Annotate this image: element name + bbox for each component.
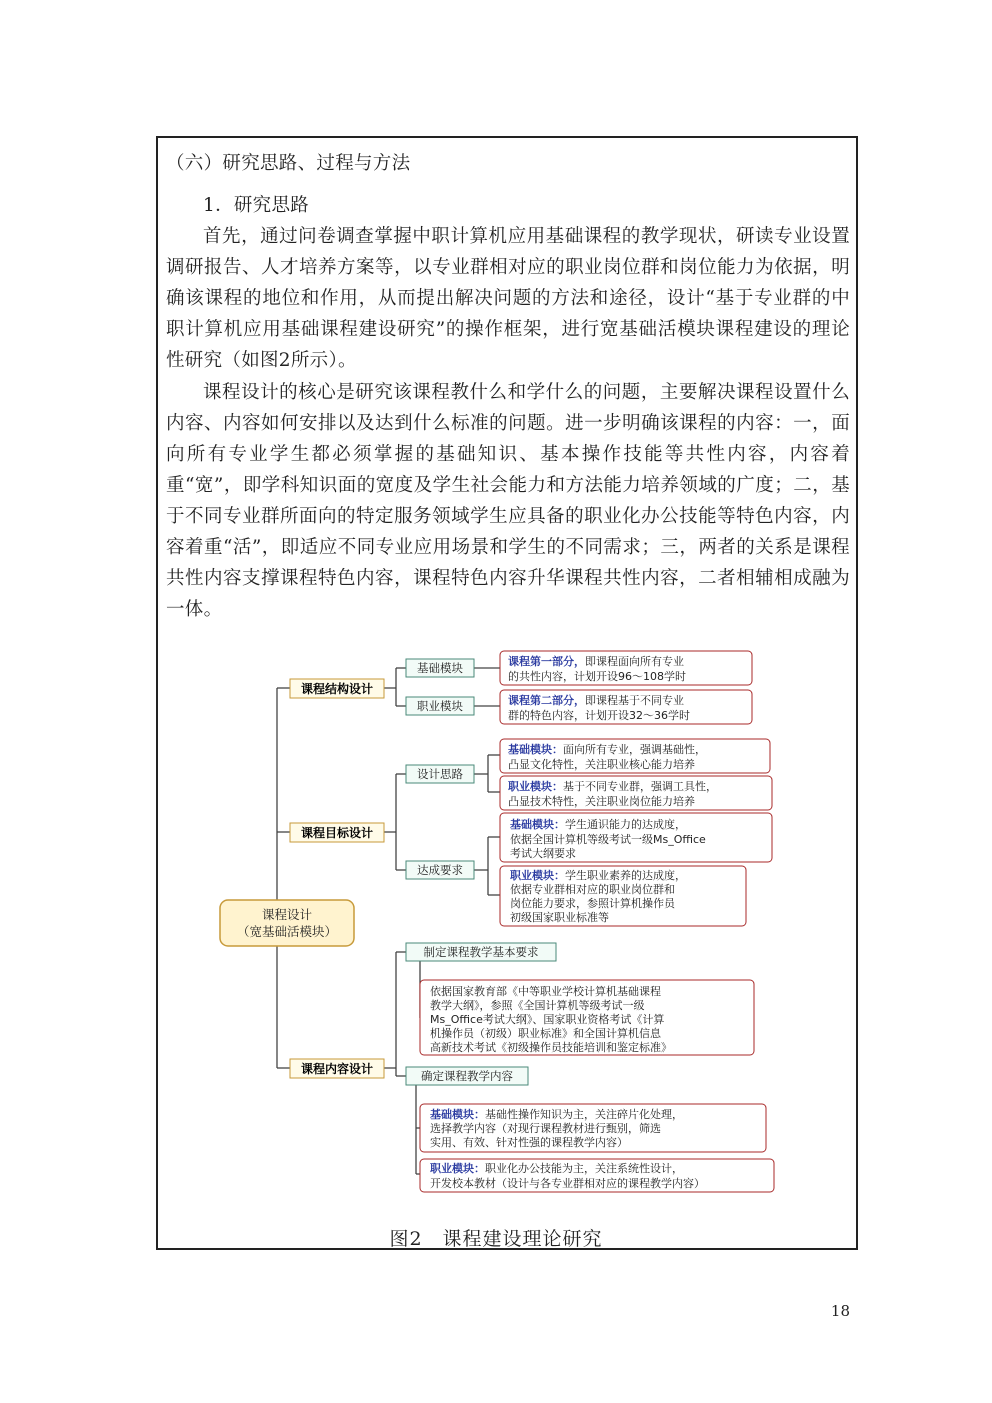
figure-caption: 图2 课程建设理论研究 [389,1228,603,1250]
teaching-req-label: 制定课程教学基本要求 [423,945,539,959]
svg-text:Ms_Office考试大纲》、国家职业资格考试《计算: Ms_Office考试大纲》、国家职业资格考试《计算 [430,1013,665,1026]
goal-label: 课程目标设计 [300,826,374,840]
subheading: 1．研究思路 [203,195,310,216]
root-node [220,900,354,946]
svg-text:高新技术考试《初级操作员技能培训和鉴定标准》: 高新技术考试《初级操作员技能培训和鉴定标准》 [430,1041,672,1054]
career-module-label: 职业模块 [417,699,463,713]
svg-text:凸显技术特性，关注职业岗位能力培养: 凸显技术特性，关注职业岗位能力培养 [508,795,695,808]
svg-text:职业模块：学生职业素养的达成度，: 职业模块：学生职业素养的达成度， [510,869,686,882]
svg-text:开发校本教材（设计与各专业群相对应的课程教学内容）: 开发校本教材（设计与各专业群相对应的课程教学内容） [430,1177,705,1190]
svg-text:基础模块：基础性操作知识为主，关注碎片化处理，: 基础模块：基础性操作知识为主，关注碎片化处理， [430,1108,683,1121]
svg-text:初级国家职业标准等: 初级国家职业标准等 [510,911,609,924]
svg-text:课程第一部分，即课程面向所有专业: 课程第一部分，即课程面向所有专业 [508,655,684,668]
svg-text:依据全国计算机等级考试一级Ms_Office: 依据全国计算机等级考试一级Ms_Office [510,833,706,846]
svg-text:群的特色内容，计划开设32～36学时: 群的特色内容，计划开设32～36学时 [508,709,690,722]
svg-text:实用、有效、针对性强的课程教学内容）: 实用、有效、针对性强的课程教学内容） [430,1136,628,1149]
content-career-box [420,1159,774,1192]
svg-text:凸显文化特性，关注职业核心能力培养: 凸显文化特性，关注职业核心能力培养 [508,758,695,771]
determine-content-label: 确定课程教学内容 [421,1069,513,1083]
svg-text:考试大纲要求: 考试大纲要求 [510,847,576,860]
requirements-label: 达成要求 [417,863,463,877]
svg-text:机操作员（初级）职业标准》和全国计算机信息: 机操作员（初级）职业标准》和全国计算机信息 [430,1027,661,1040]
svg-text:的共性内容，计划开设96～108学时: 的共性内容，计划开设96～108学时 [508,670,686,683]
paragraph-2: 课程设计的核心是研究该课程教什么和学什么的问题，主要解决课程设置什么内容、内容如何安排以及达到什么标准的问题。进一步明确该课程的内容：一，面向所有专业学生都必须掌握的基础知识、基本操作技能等共性内容，内容着重“宽”，即学科知识面的宽度及学生社会能力和方法能力培养领域的广度；二，基于不同专业群所面向的特定服务领域学生应具备的职业化办公技能等特色内容，内容着重“活”，即适应不同专业应用场景和学生的不同需求；三，两者的关系是课程共性内容支撑课程特色内容，课程特色内容升华课程共性内容，二者相辅相成融为一体。 [166,382,850,620]
svg-text:基础模块：面向所有专业，强调基础性，: 基础模块：面向所有专业，强调基础性， [508,743,706,756]
page-number: 18 [830,1302,850,1320]
paragraph-1: 首先，通过问卷调查掌握中职计算机应用基础课程的教学现状，研读专业设置调研报告、人才培养方案等，以专业群相对应的职业岗位群和岗位能力为依据，明确该课程的地位和作用，从而提出解决问题的方法和途径，设计“基于专业群的中职计算机应用基础课程建设研究”的操作框架，进行宽基础活模块课程建设的理论性研究（如图2所示）。 [166,226,850,371]
basic-module-label: 基础模块 [417,661,463,675]
structure-career-box [500,690,752,724]
svg-text:教学大纲》，参照《全国计算机等级考试一级: 教学大纲》，参照《全国计算机等级考试一级 [430,999,645,1012]
svg-text:选择教学内容（对现行课程教材进行甄别，筛选: 选择教学内容（对现行课程教材进行甄别，筛选 [430,1122,661,1135]
req-basic-box [500,813,772,862]
teaching-req-box [420,980,754,1055]
svg-text:课程第二部分，即课程基于不同专业: 课程第二部分，即课程基于不同专业 [508,694,684,707]
idea-career-box [500,776,772,810]
svg-text:基础模块：学生通识能力的达成度，: 基础模块：学生通识能力的达成度， [510,818,686,831]
design-idea-label: 设计思路 [417,767,463,781]
structure-label: 课程结构设计 [300,682,374,696]
svg-text:职业模块：职业化办公技能为主，关注系统性设计，: 职业模块：职业化办公技能为主，关注系统性设计， [430,1162,683,1175]
level1-goal [290,823,384,842]
svg-text:依据国家教育部《中等职业学校计算机基础课程: 依据国家教育部《中等职业学校计算机基础课程 [430,985,661,998]
svg-text:岗位能力要求，参照计算机操作员: 岗位能力要求，参照计算机操作员 [510,897,675,910]
svg-text:职业模块：基于不同专业群，强调工具性，: 职业模块：基于不同专业群，强调工具性， [508,780,717,793]
idea-basic-box [500,739,770,773]
content-basic-box [420,1104,766,1152]
svg-text:依据专业群相对应的职业岗位群和: 依据专业群相对应的职业岗位群和 [510,883,675,896]
level1-structure [290,679,384,698]
req-career-box [500,866,746,926]
section-heading: （六）研究思路、过程与方法 [166,153,411,174]
root-title: 课程设计 [261,907,313,922]
level1-content [290,1059,384,1078]
structure-basic-box [500,651,752,685]
root-subtitle: （宽基础活模块） [236,924,338,939]
content-label: 课程内容设计 [300,1062,374,1076]
